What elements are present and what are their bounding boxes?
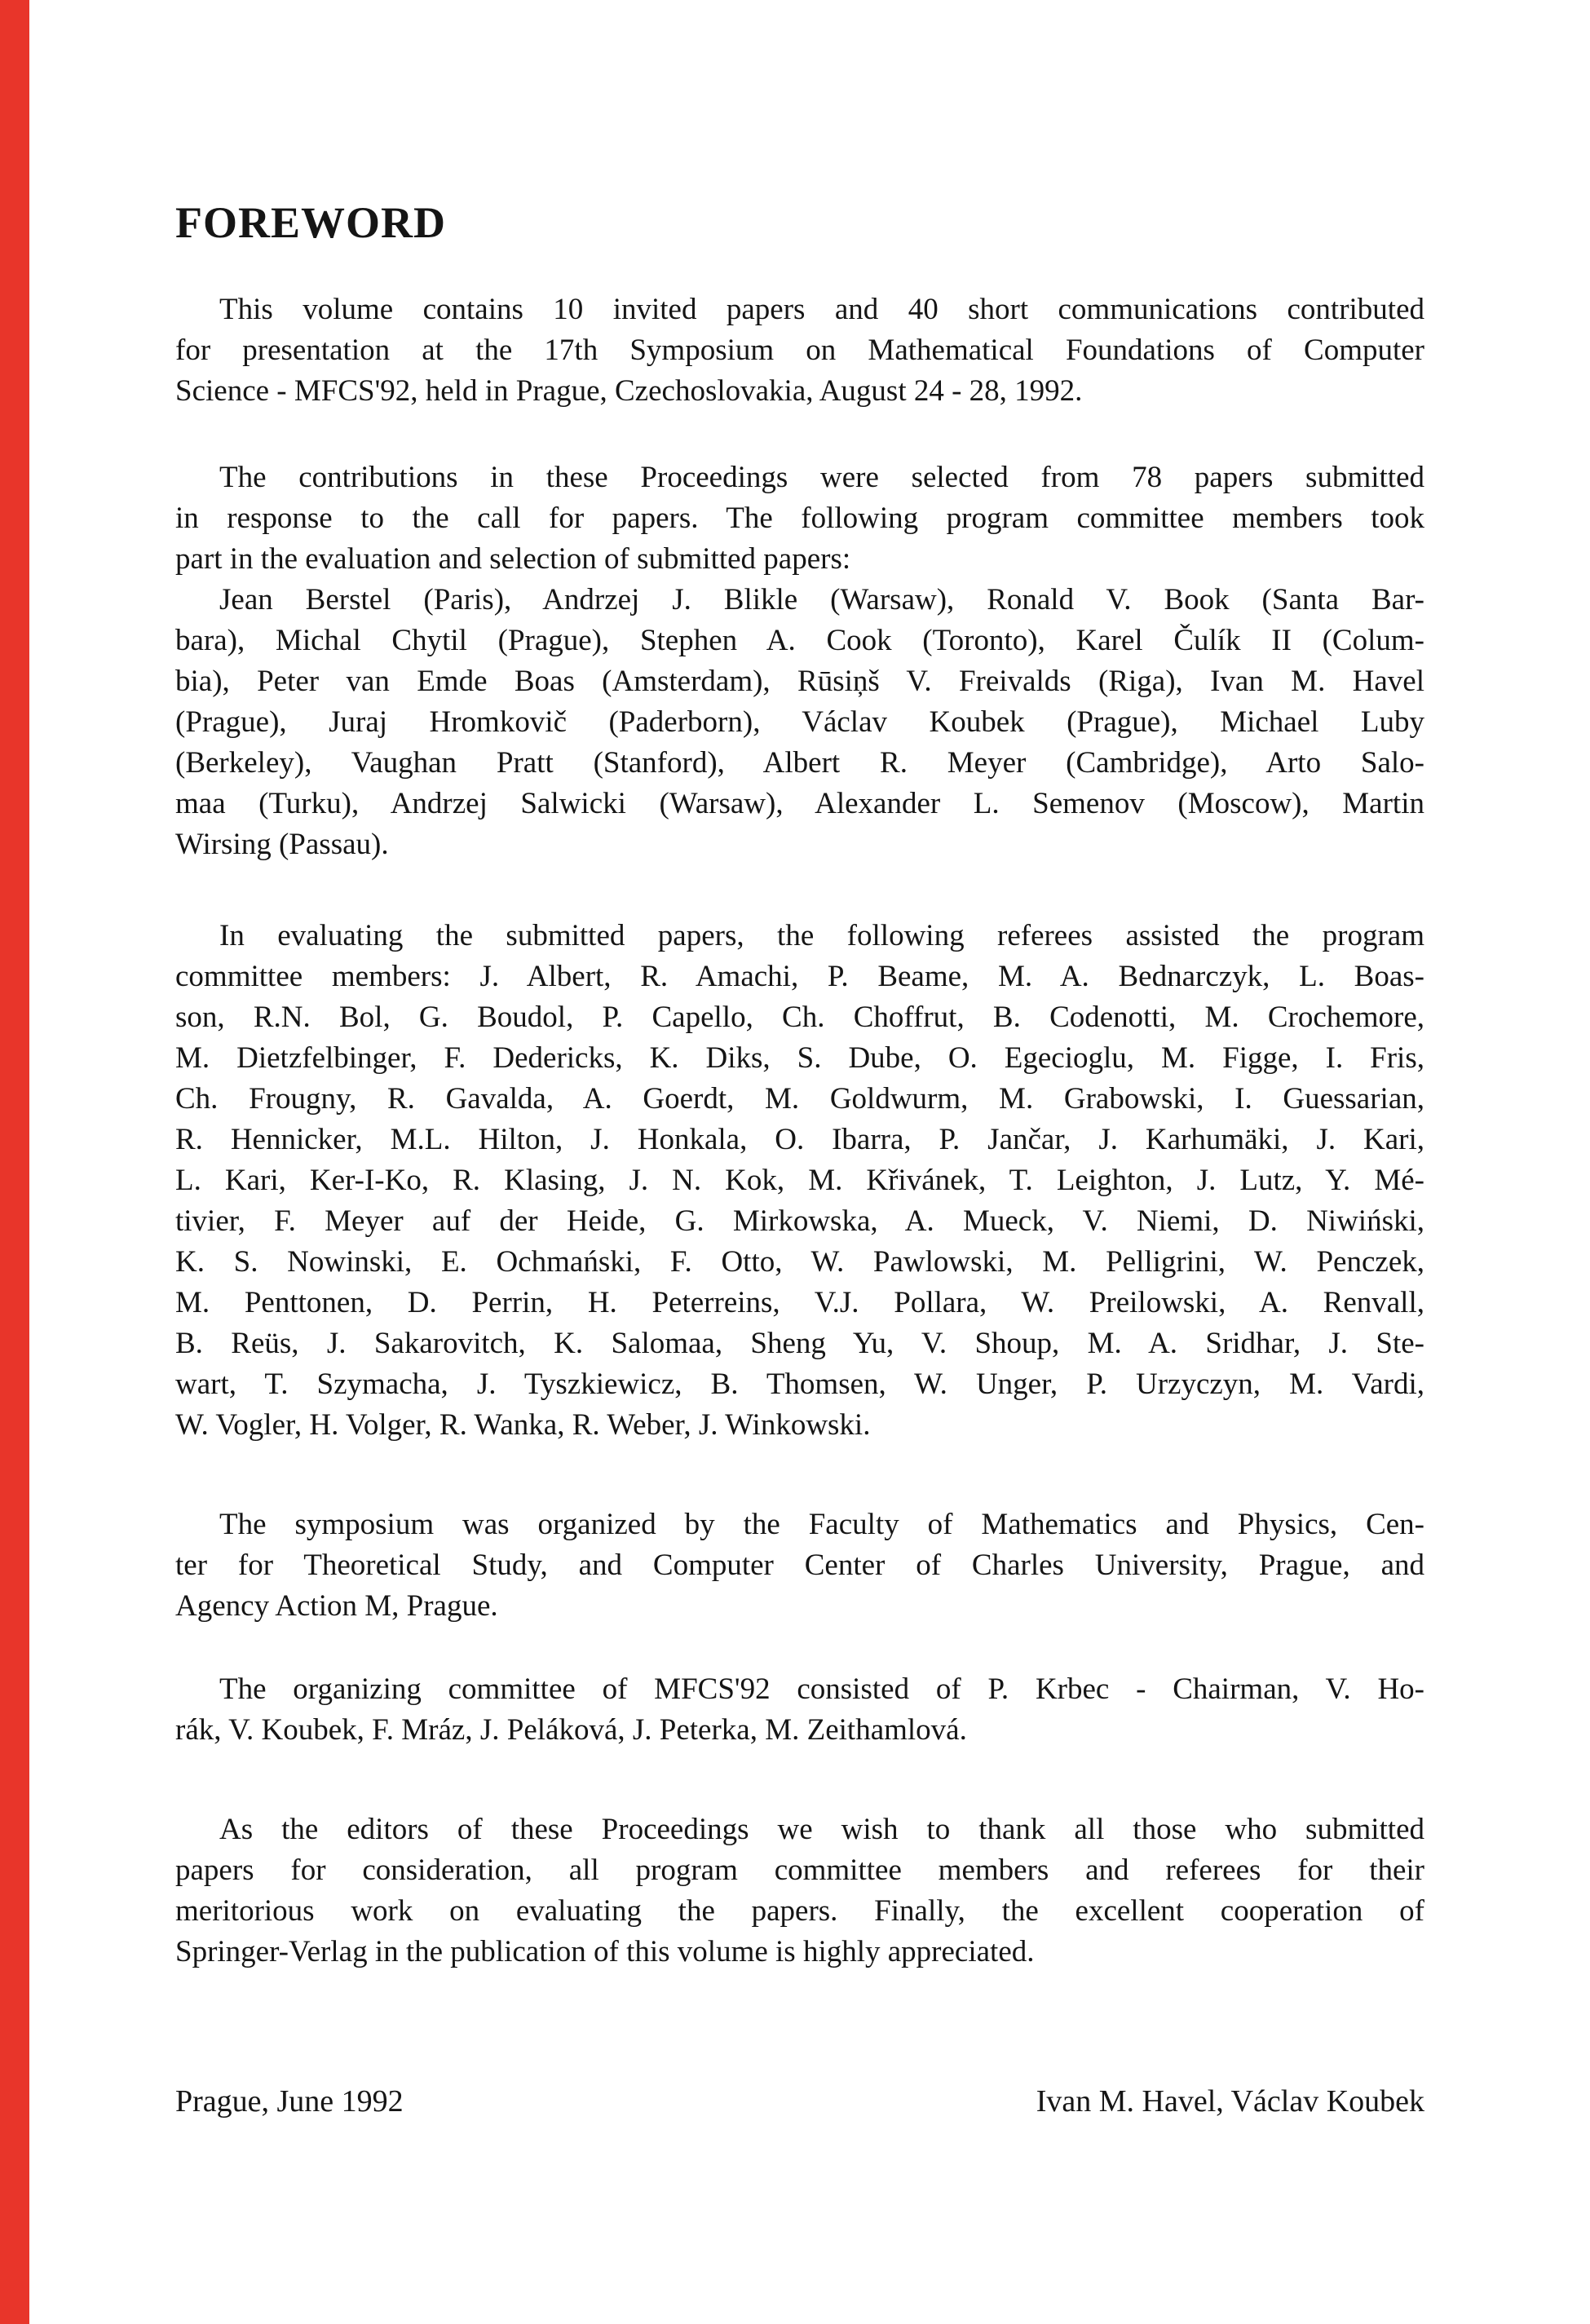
text-line: In evaluating the submitted papers, the following referees assisted the program <box>219 919 1424 952</box>
text-line: wart, T. Szymacha, J. Tyszkiewicz, B. Thomsen, W. Unger, P. Urzyczyn, M. Vardi, <box>175 1367 1424 1401</box>
text-line: maa (Turku), Andrzej Salwicki (Warsaw), Alexander L. Semenov (Moscow), Martin <box>175 787 1424 820</box>
text-line: committee members: J. Albert, R. Amachi, P. Beame, M. A. Bednarczyk, L. Boas- <box>175 960 1424 993</box>
text-line: L. Kari, Ker-I-Ko, R. Klasing, J. N. Kok, M. Křivánek, T. Leighton, J. Lutz, Y. Mé- <box>175 1164 1424 1197</box>
paragraph-thanks <box>175 1809 1424 1973</box>
paragraph-program-committee <box>175 580 1424 865</box>
text-line: Springer-Verlag in the publication of this volume is highly appreciated. <box>175 1935 1035 1968</box>
text-line: Ch. Frougny, R. Gavalda, A. Goerdt, M. Goldwurm, M. Grabowski, I. Guessarian, <box>175 1082 1424 1116</box>
text-line: Jean Berstel (Paris), Andrzej J. Blikle (Warsaw), Ronald V. Book (Santa Bar- <box>219 583 1424 616</box>
text-line: tivier, F. Meyer auf der Heide, G. Mirkowska, A. Mueck, V. Niemi, D. Niwiński, <box>175 1204 1424 1238</box>
red-edge-stripe <box>0 0 29 2324</box>
text-line: M. Dietzfelbinger, F. Dedericks, K. Diks, S. Dube, O. Egecioglu, M. Figge, I. Fris, <box>175 1041 1424 1075</box>
text-line: papers for consideration, all program committee members and referees for their <box>175 1853 1424 1887</box>
text-line: The contributions in these Proceedings were selected from 78 papers submitted <box>219 461 1424 494</box>
text-line: R. Hennicker, M.L. Hilton, J. Honkala, O. Ibarra, P. Jančar, J. Karhumäki, J. Kari, <box>175 1123 1424 1156</box>
text-line: K. S. Nowinski, E. Ochmański, F. Otto, W. Pawlowski, M. Pelligrini, W. Penczek, <box>175 1245 1424 1279</box>
text-line: son, R.N. Bol, G. Boudol, P. Capello, Ch. Choffrut, B. Codenotti, M. Crochemore, <box>175 1001 1424 1034</box>
place-date: Prague, June 1992 <box>175 2084 404 2119</box>
text-line: for presentation at the 17th Symposium on Mathematical Foundations of Computer <box>175 334 1424 367</box>
text-line: The symposium was organized by the Faculty of Mathematics and Physics, Cen- <box>219 1508 1424 1541</box>
editors-names: Ivan M. Havel, Václav Koubek <box>1036 2084 1424 2119</box>
text-line: (Prague), Juraj Hromkovič (Paderborn), Václav Koubek (Prague), Michael Luby <box>175 705 1424 739</box>
text-line: in response to the call for papers. The following program committee members took <box>175 501 1424 535</box>
text-line: M. Penttonen, D. Perrin, H. Peterreins, V.J. Pollara, W. Preilowski, A. Renvall, <box>175 1286 1424 1319</box>
text-line: (Berkeley), Vaughan Pratt (Stanford), Albert R. Meyer (Cambridge), Arto Salo- <box>175 746 1424 780</box>
text-line: bara), Michal Chytil (Prague), Stephen A. Cook (Toronto), Karel Čulík II (Colum- <box>175 624 1424 657</box>
paragraph-contributions <box>175 457 1424 580</box>
text-line: Wirsing (Passau). <box>175 828 389 861</box>
text-line: bia), Peter van Emde Boas (Amsterdam), Rūsiņš V. Freivalds (Riga), Ivan M. Havel <box>175 665 1424 698</box>
text-line: rák, V. Koubek, F. Mráz, J. Peláková, J. Peterka, M. Zeithamlová. <box>175 1713 967 1747</box>
paragraph-organizers <box>175 1504 1424 1627</box>
text-line: W. Vogler, H. Volger, R. Wanka, R. Weber, J. Winkowski. <box>175 1408 871 1442</box>
text-line: ter for Theoretical Study, and Computer Center of Charles University, Prague, and <box>175 1549 1424 1582</box>
text-line: meritorious work on evaluating the papers. Finally, the excellent cooperation of <box>175 1894 1424 1928</box>
signature-line <box>175 2081 1424 2122</box>
text-line: B. Reüs, J. Sakarovitch, K. Salomaa, Sheng Yu, V. Shoup, M. A. Sridhar, J. Ste- <box>175 1327 1424 1360</box>
text-line: part in the evaluation and selection of submitted papers: <box>175 542 851 576</box>
text-line: As the editors of these Proceedings we wish to thank all those who submitted <box>219 1813 1424 1846</box>
text-line: This volume contains 10 invited papers and 40 short communications contributed <box>219 293 1424 326</box>
paragraph-referees <box>175 916 1424 1446</box>
text-block <box>175 198 1424 1973</box>
paragraph-organizing-committee <box>175 1669 1424 1751</box>
paragraph-volume-intro <box>175 289 1424 412</box>
text-line: Science - MFCS'92, held in Prague, Czechoslovakia, August 24 - 28, 1992. <box>175 374 1083 408</box>
text-line: The organizing committee of MFCS'92 consisted of P. Krbec - Chairman, V. Ho- <box>219 1672 1424 1706</box>
page-title: FOREWORD <box>175 198 446 247</box>
text-line: Agency Action M, Prague. <box>175 1589 498 1623</box>
